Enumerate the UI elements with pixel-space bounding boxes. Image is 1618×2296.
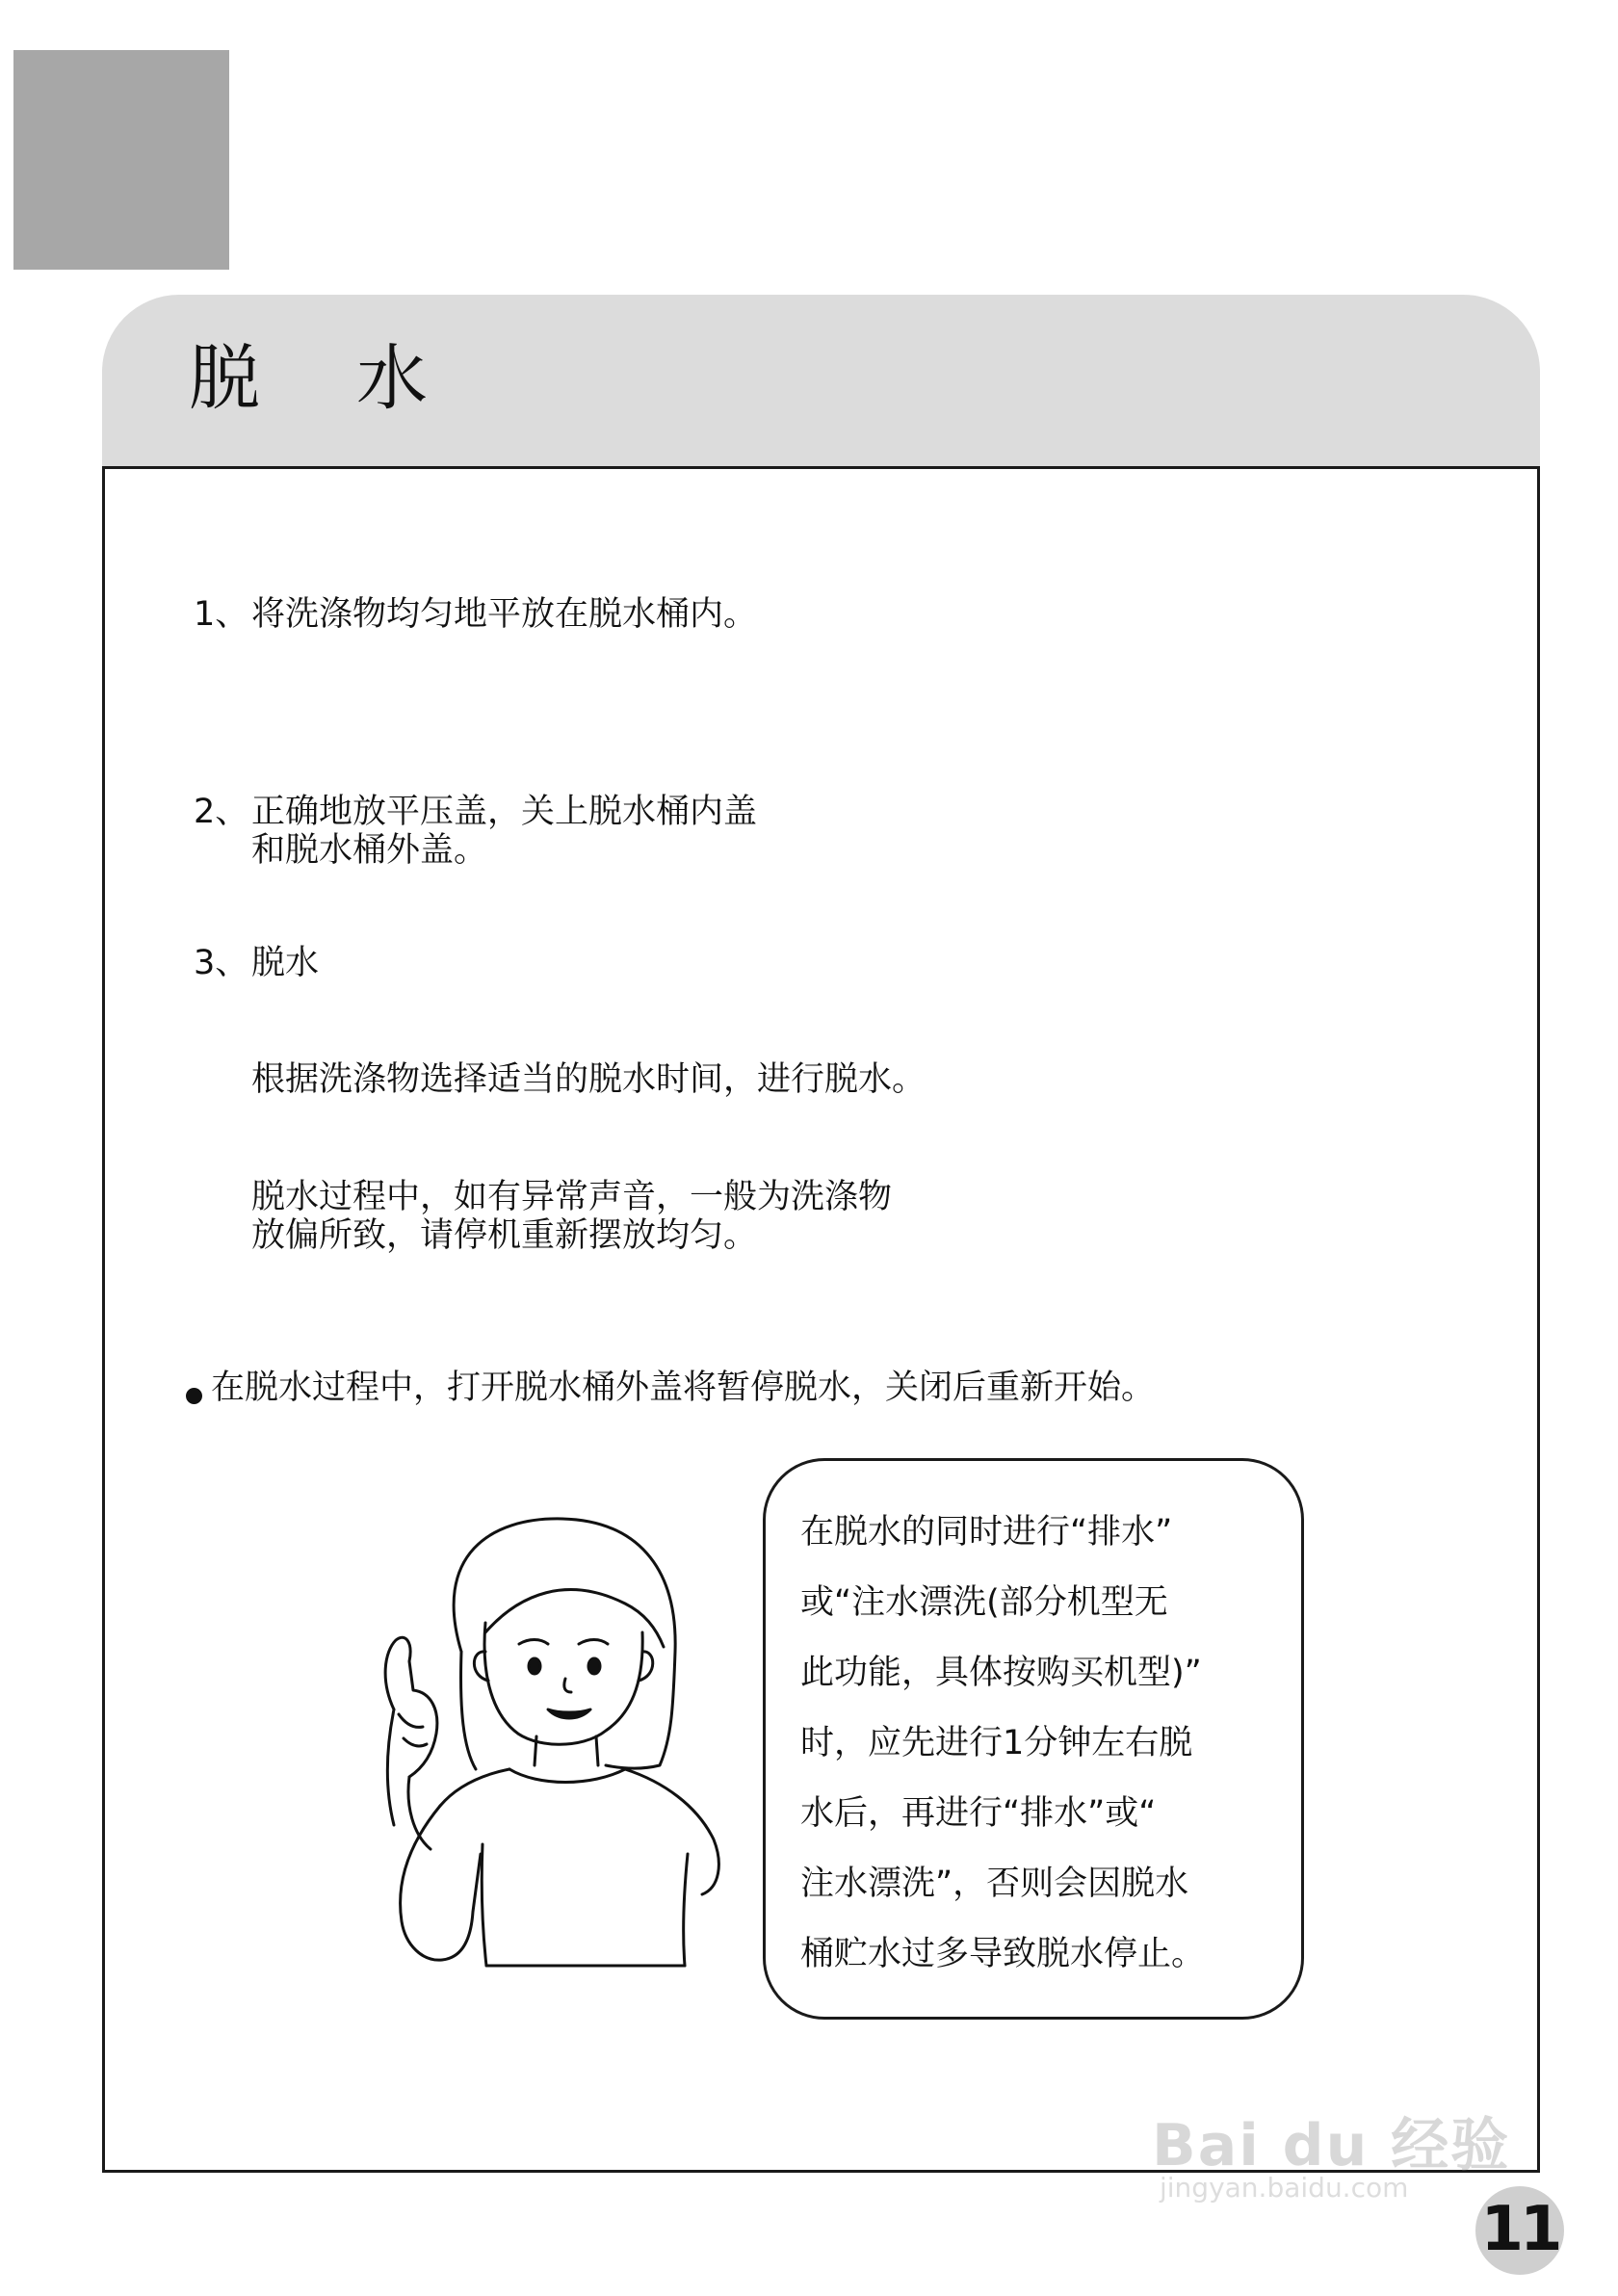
bullet-icon [186, 1388, 202, 1404]
watermark-brand: Bai du 经验 [1152, 2112, 1511, 2179]
shirt-right [625, 1769, 718, 1894]
speech-line-5: 水后，再进行“排水”或“ [800, 1794, 1157, 1833]
content-box [102, 466, 1540, 2173]
woman-pointing-illustration [317, 1517, 721, 1970]
speech-bubble [763, 1458, 1304, 2020]
step-number: 2、 [194, 793, 249, 831]
step-number: 3、 [194, 944, 249, 982]
speech-line-1: 在脱水的同时进行“排水” [800, 1513, 1173, 1552]
page-number-badge [1475, 2186, 1564, 2275]
hair-left-side [461, 1652, 476, 1769]
section-header [102, 295, 1540, 466]
speech-bubble-text [800, 1498, 1282, 1990]
step-2-continued: 和脱水桶外盖。 [251, 831, 488, 870]
eye-right [588, 1658, 600, 1674]
speech-line-4: 时，应先进行1分钟左右脱 [800, 1724, 1193, 1762]
brow-left [519, 1640, 548, 1645]
left-arm [401, 1806, 481, 1960]
torso-left [482, 1844, 486, 1966]
step-3-detail-1: 根据洗涤物选择适当的脱水时间，进行脱水。 [251, 1060, 926, 1099]
collar [509, 1769, 625, 1783]
step-3 [194, 944, 319, 982]
nose [564, 1679, 571, 1692]
note-text: 在脱水过程中，打开脱水桶外盖将暂停脱水，关闭后重新开始。 [211, 1369, 1156, 1407]
speech-line-7: 桶贮水过多导致脱水停止。 [800, 1935, 1206, 1973]
baidu-watermark [1152, 2100, 1537, 2205]
shirt-left [440, 1769, 509, 1806]
step-2 [194, 793, 757, 831]
corner-tab-block [13, 50, 229, 270]
step-number: 1、 [194, 595, 249, 634]
speech-line-3: 此功能，具体按购买机型)” [800, 1654, 1202, 1692]
finger-detail [399, 1714, 427, 1746]
section-title: 脱水 [189, 337, 524, 420]
watermark-url: jingyan.baidu.com [1160, 2172, 1409, 2204]
step-text: 将洗涤物均匀地平放在脱水桶内。 [251, 595, 758, 634]
brow-right [579, 1640, 608, 1645]
step-text: 正确地放平压盖，关上脱水桶内盖 [251, 793, 758, 831]
torso-right [684, 1854, 688, 1966]
raised-hand [385, 1637, 437, 1777]
step-3-detail-2-line-1: 脱水过程中，如有异常声音，一般为洗涤物 [251, 1178, 893, 1216]
mouth [548, 1709, 590, 1718]
step-1 [194, 595, 757, 634]
step-text: 脱水 [251, 944, 320, 982]
step-3-detail-2-line-2: 放偏所致，请停机重新摆放均匀。 [251, 1216, 758, 1255]
page-number: 11 [1480, 2194, 1559, 2265]
speech-line-6: 注水漂洗”，否则会因脱水 [800, 1865, 1189, 1903]
eye-left [529, 1658, 540, 1674]
hair-fringe [485, 1590, 664, 1647]
speech-line-2: 或“注水漂洗(部分机型无 [800, 1583, 1168, 1622]
